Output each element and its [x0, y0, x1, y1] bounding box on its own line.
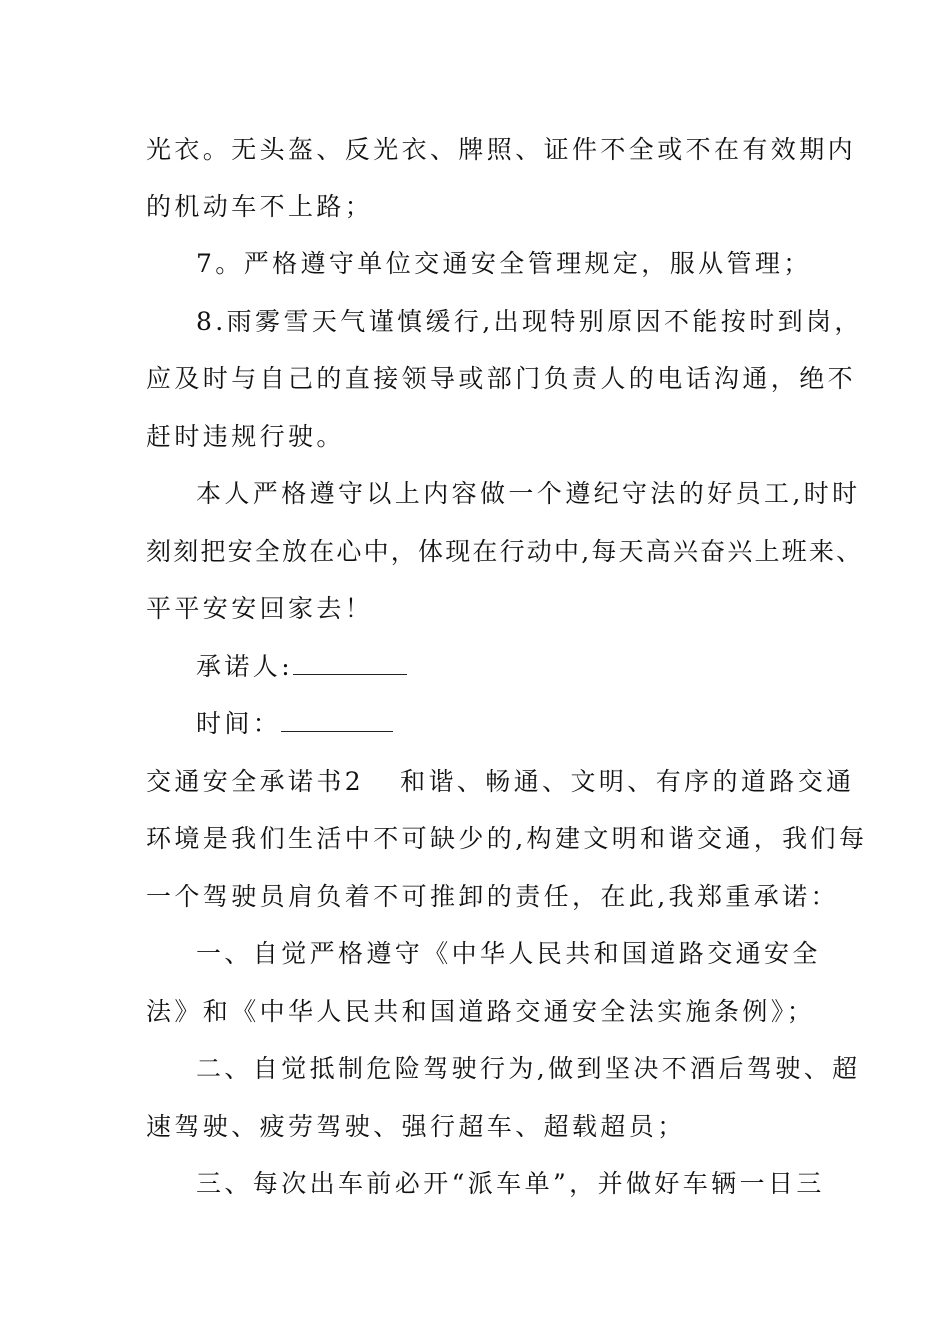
- pledge-item-1: 一、自觉严格遵守《中华人民共和国道路交通安全: [196, 939, 821, 968]
- signer-label: 承诺人:: [196, 652, 294, 681]
- section-heading-line: [146, 765, 855, 799]
- text-line-1: 光衣。无头盔、反光衣、牌照、证件不全或不在有效期内: [146, 135, 857, 164]
- date-blank: [281, 709, 393, 732]
- text-line-2: 的机动车不上路；: [146, 192, 374, 221]
- rule-item-7: 7。严格遵守单位交通安全管理规定，服从管理；: [196, 249, 812, 278]
- text-line-14: 环境是我们生活中不可缺少的,构建文明和谐交通，我们每: [146, 824, 868, 853]
- signer-blank: [293, 652, 407, 675]
- text-line-8: 刻刻把安全放在心中，体现在行动中,每天高兴奋兴上班来、: [146, 537, 864, 566]
- signer-field: [196, 650, 876, 684]
- text-line-15: 一个驾驶员肩负着不可推卸的责任，在此,我郑重承诺：: [146, 882, 839, 911]
- pledge-item-3: 三、每次出车前必开“派车单”，并做好车辆一日三: [196, 1169, 825, 1198]
- text-line-6: 赶时违规行驶。: [146, 422, 345, 451]
- text-line-9: 平平安安回家去！: [146, 594, 374, 623]
- section-intro: 和谐、畅通、文明、有序的道路交通: [400, 767, 855, 796]
- text-line-17: 法》和《中华人民共和国道路交通安全法实施条例》；: [146, 997, 816, 1026]
- section-title: 交通安全承诺书2: [146, 767, 365, 796]
- pledge-item-2: 二、自觉抵制危险驾驶行为,做到坚决不酒后驾驶、超: [196, 1054, 861, 1083]
- text-line-5: 应及时与自己的直接领导或部门负责人的电话沟通，绝不: [146, 364, 857, 393]
- rule-item-8: 8.雨雾雪天气谨慎缓行,出现特别原因不能按时到岗，: [196, 307, 863, 336]
- date-field: [196, 707, 876, 741]
- pledge-paragraph-start: 本人严格遵守以上内容做一个遵纪守法的好员工,时时: [196, 479, 861, 508]
- text-line-19: 速驾驶、疲劳驾驶、强行超车、超载超员；: [146, 1112, 686, 1141]
- date-label: 时间：: [196, 709, 282, 738]
